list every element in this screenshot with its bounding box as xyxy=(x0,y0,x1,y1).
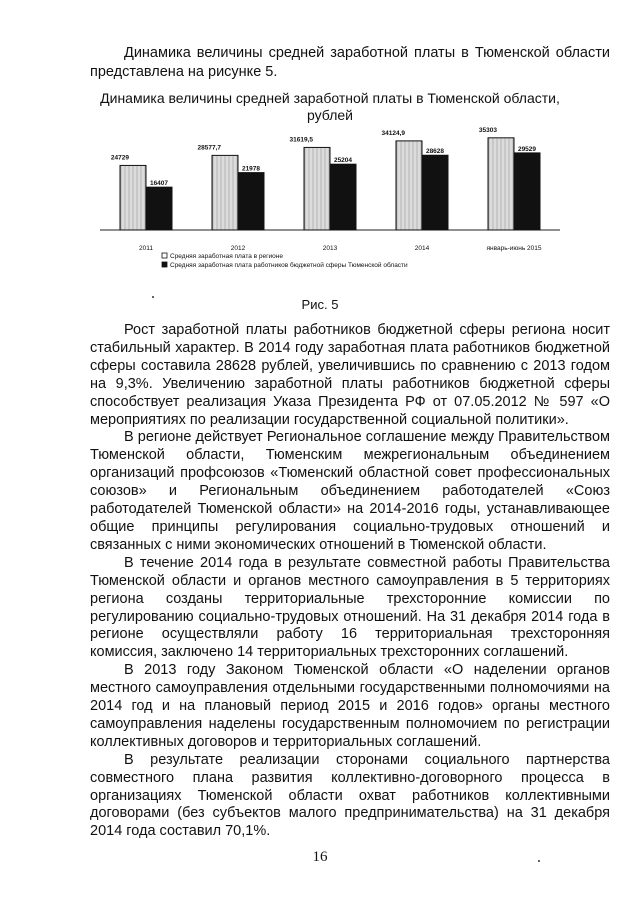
paragraph-budget-salary: Рост заработной платы работников бюджетной сферы региона носит стабильный характер. В 2014 году заработная плата работников бюджетной сферы составила 28628 рублей, увеличившись по сравнению с 2013 годом на 9,3%. Увеличению заработной платы работников бюджетной сферы способствует реализация Указа Президента РФ от 07.05.2012 № 597 «О мероприятиях по реализации государственной социальной политики». xyxy=(90,322,610,428)
figure-caption: Рис. 5 xyxy=(301,297,339,312)
data-label: 34124,9 xyxy=(381,129,405,137)
chart-svg xyxy=(100,126,560,281)
bar-series-2 xyxy=(146,187,172,230)
bar-series-2 xyxy=(238,173,264,230)
scan-speck xyxy=(152,296,154,298)
page-number: 16 xyxy=(312,849,328,865)
data-label: 29529 xyxy=(517,145,537,153)
bar-series-1 xyxy=(488,138,514,230)
legend-swatch xyxy=(162,253,167,258)
data-label: 24729 xyxy=(110,154,129,162)
x-tick-label: январь-июнь 2015 xyxy=(486,245,542,252)
x-tick-label: 2013 xyxy=(322,245,338,252)
paragraph-regional-agreement: В регионе действует Региональное соглашение между Правительством Тюменской области, Тюменским межрегиональным объединением организаций профсоюзов «Тюменский областной совет профессиональных союзов» и Региональным объединением работодателей «Союз работодателей Тюменской области» на 2014-2016 годы, устанавливающее общие принципы регулирования социально-трудовых отношений и связанных с ними экономических отношений в Тюменской области. xyxy=(90,429,610,553)
intro-paragraph: Динамика величины средней заработной платы в Тюменской области представлена на рисунке 5. xyxy=(90,45,610,80)
bar-series-2 xyxy=(514,153,540,230)
salary-chart xyxy=(100,90,560,280)
plot-area xyxy=(100,127,560,269)
bar-series-2 xyxy=(330,164,356,230)
body-text xyxy=(90,322,610,841)
x-tick-label: 2011 xyxy=(139,245,153,252)
legend-label: Средняя заработная плата работников бюджетной сферы Тюменской области xyxy=(170,262,408,269)
x-tick-label: 2012 xyxy=(230,245,246,252)
bar-series-2 xyxy=(422,155,448,230)
data-label: 28577,7 xyxy=(197,144,221,152)
legend-swatch xyxy=(162,262,167,267)
bar-series-1 xyxy=(304,147,330,230)
data-label: 21978 xyxy=(241,165,261,173)
bar-series-1 xyxy=(120,165,146,230)
data-label: 35303 xyxy=(478,126,497,134)
data-label: 31619,5 xyxy=(289,136,313,144)
chart-title: Динамика величины средней заработной платы в Тюменской области, рублей xyxy=(100,90,560,123)
x-tick-label: 2014 xyxy=(414,245,430,252)
bar-series-1 xyxy=(212,155,238,230)
legend-label: Средняя заработная плата в регионе xyxy=(170,253,283,260)
data-label: 28628 xyxy=(425,148,445,156)
bar-series-1 xyxy=(396,141,422,230)
paragraph-tripartite-commissions: В течение 2014 года в результате совместной работы Правительства Тюменской области и органов местного самоуправления в 5 территориях региона созданы территориальные трехсторонние комиссии по регулированию социально-трудовых отношений. На 31 декабря 2014 года в регионе осуществляли работу 16 территориальная трехсторонняя комиссия, заключено 14 территориальных трехсторонних соглашений. xyxy=(90,554,610,661)
data-label: 16407 xyxy=(149,180,169,188)
data-label: 25204 xyxy=(333,157,353,165)
paragraph-local-government-law: В 2013 году Законом Тюменской области «О наделении органов местного самоуправления отдельными государственными полномочиями на 2014 год и на плановый период 2015 и 2016 годов» органы местного самоуправления наделены государственным полномочием по регистрации коллективных договоров и территориальных соглашений. xyxy=(90,662,610,750)
paragraph-collective-agreements: В результате реализации сторонами социального партнерства совместного плана развития коллективно-договорного процесса в организациях Тюменской области охват работников коллективными договорами (без субъектов малого предпринимательства) на 31 декабря 2014 года составил 70,1%. xyxy=(90,751,610,840)
scan-speck xyxy=(538,860,540,862)
